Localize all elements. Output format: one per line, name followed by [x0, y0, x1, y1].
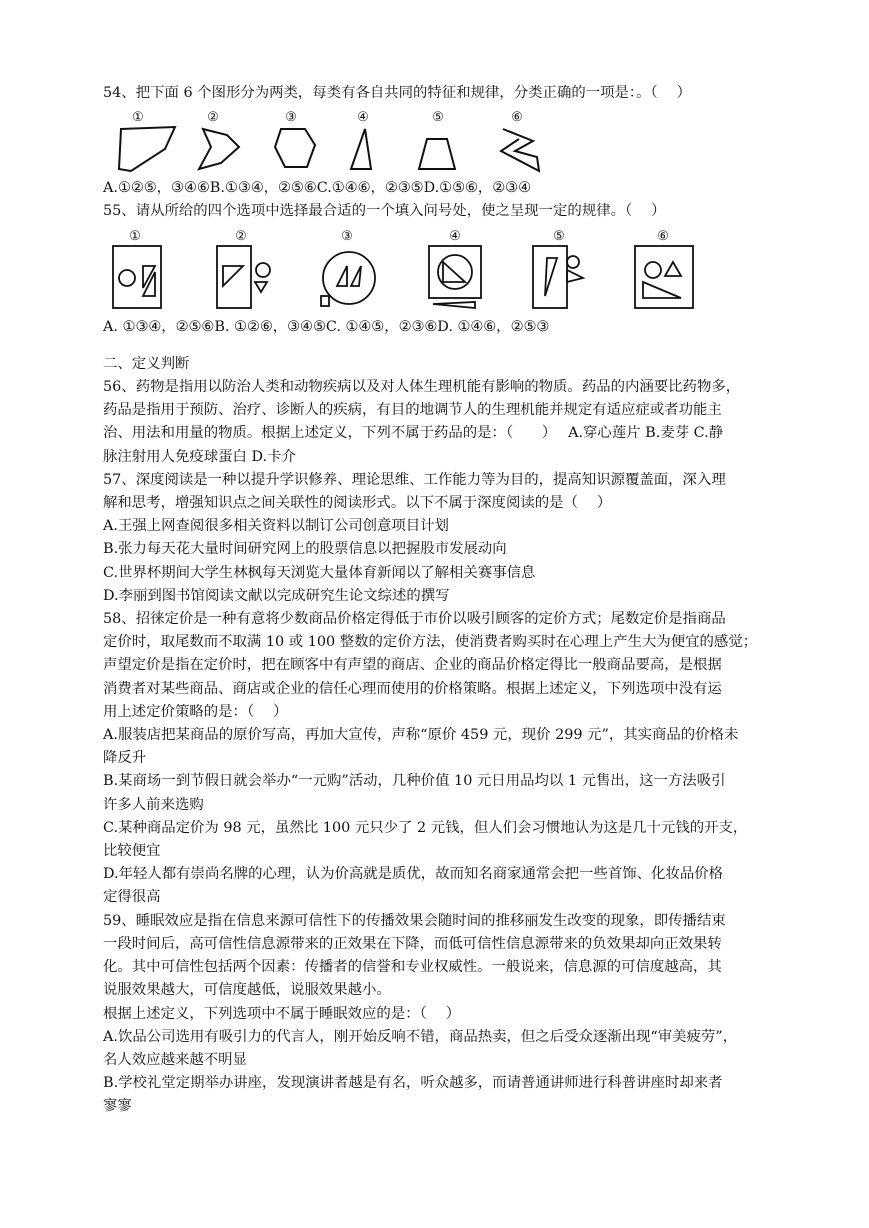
- q58-option-c-cont: 比较便宜: [103, 843, 161, 860]
- q54-label-3: ③: [285, 110, 297, 126]
- q55-label-5: ⑤: [553, 228, 565, 244]
- q55-label-2: ②: [235, 228, 247, 244]
- q58-option-a-cont: 降反升: [103, 750, 147, 767]
- q55-shape-5: [533, 246, 567, 308]
- q54-label-5: ⑤: [432, 110, 444, 126]
- q58-option-a: A.服装店把某商品的原价写高，再加大宣传，声称“原价 459 元，现价 299 元”，其实商品的价格未: [103, 727, 739, 744]
- question-54-options: A.①②⑤，③④⑥B.①③④，②⑤⑥C.①④⑥，②③⑤D.①⑤⑥，②③④: [103, 180, 531, 197]
- section-title: 二、定义判断: [103, 355, 190, 372]
- q57-option-b: B.张力每天花大量时间研究网上的股票信息以把握股市发展动向: [103, 541, 507, 558]
- q58-option-b-cont: 许多人前来选购: [103, 796, 204, 813]
- q54-shape-1: [119, 127, 175, 171]
- q54-shape-4: [351, 129, 371, 169]
- q55-label-4: ④: [449, 228, 461, 244]
- q59-line: 化。其中可信性包括两个因素：传播者的信誉和专业权威性。一般说来，信息源的可信度越高，其: [103, 959, 722, 976]
- q55-shape-1: [113, 246, 161, 308]
- question-55-figure: [103, 226, 769, 312]
- question-55-options: A. ①③④，②⑤⑥B. ①②⑥，③④⑤C. ①④⑤，②③⑥D. ①④⑥，②⑤③: [103, 318, 550, 335]
- q55-label-3: ③: [341, 228, 353, 244]
- exam-page: [103, 82, 769, 1119]
- q59-option-b: B.学校礼堂定期举办讲座，发现演讲者越是有名，听众越多，而请普通讲师进行科普讲座时却来者: [103, 1075, 723, 1092]
- question-54-stem: 54、把下面 6 个图形分为两类，每类有各自共同的特征和规律，分类正确的一项是：。（ ）: [103, 85, 692, 101]
- q55-shape-3: [323, 252, 375, 304]
- q58-option-c: C.某种商品定价为 98 元，虽然比 100 元只少了 2 元钱，但人们会习惯地认为这是几十元钱的开支，: [103, 819, 748, 836]
- q54-label-4: ④: [357, 110, 369, 126]
- q57-option-d: D.李丽到图书馆阅读文献以完成研究生论文综述的撰写: [103, 587, 450, 604]
- q59-line: 说服效果越大，可信度越低，说服效果越小。: [103, 982, 391, 999]
- q58-option-b: B.某商场一到节假日就会举办“一元购”活动，几种价值 10 元日用品均以 1 元售出，这一方法吸引: [103, 773, 726, 790]
- q54-label-1: ①: [132, 110, 144, 126]
- q55-label-1: ①: [129, 228, 141, 244]
- q58-line: 消费者对某些商品、商店或企业的信任心理而使用的价格策略。根据上述定义，下列选项中没有运: [103, 680, 722, 697]
- q56-line: 药品是指用于预防、治疗、诊断人的疾病，有目的地调节人的生理机能并规定有适应症或者功能主: [103, 402, 722, 419]
- q58-option-d: D.年轻人都有崇尚名牌的心理，认为价高就是质优，故而知名商家通常会把一些首饰、化妆品价格: [103, 866, 724, 883]
- q59-line: 59、睡眠效应是指在信息来源可信性下的传播效果会随时间的推移丽发生改变的现象，即传播结束: [103, 912, 726, 929]
- q58-line: 定价时，取尾数而不取满 10 或 100 整数的定价方法，使消费者购买时在心理上产生大为便宜的感觉；: [103, 634, 758, 651]
- q54-label-2: ②: [207, 110, 219, 126]
- q56-line: 治、用法和用量的物质。根据上述定义，下列不属于药品的是：（ ） A.穿心莲片 B.麦芽 C.静: [103, 425, 724, 442]
- q54-shape-5: [419, 139, 455, 169]
- question-54-figure: [103, 107, 769, 173]
- q57-line: 57、深度阅读是一种以提升学识修养、理论思维、工作能力等为目的，提高知识源覆盖面，深入理: [103, 471, 726, 488]
- q59-line: 一段时间后，高可信性信息源带来的正效果在下降，而低可信性信息源带来的负效果却向正效果转: [103, 935, 722, 952]
- q55-label-6: ⑥: [657, 228, 669, 244]
- q58-option-d-cont: 定得很高: [103, 889, 161, 906]
- q55-shapes-figure: [103, 226, 703, 312]
- q58-line: 用上述定价策略的是：（ ）: [103, 703, 288, 720]
- q57-option-a: A.王强上网查阅很多相关资料以制订公司创意项目计划: [103, 518, 449, 535]
- q56-line: 脉注射用人免疫球蛋白 D.卡介: [103, 448, 296, 465]
- q59-option-a: A.饮品公司选用有吸引力的代言人，刚开始反响不错，商品热卖，但之后受众逐渐出现“审美疲劳”，: [103, 1028, 738, 1045]
- q57-option-c: C.世界杯期间大学生林枫每天浏览大量体育新闻以了解相关赛事信息: [103, 564, 536, 581]
- q59-option-b-cont: 寥寥: [103, 1098, 132, 1115]
- q59-option-a-cont: 名人效应越来越不明显: [103, 1051, 247, 1068]
- q58-line: 58、招徕定价是一种有意将少数商品价格定得低于市价以吸引顾客的定价方式；尾数定价是指商品: [103, 611, 726, 628]
- q56-line: 56、药物是指用以防治人类和动物疾病以及对人体生理机能有影响的物质。药品的内涵要比药物多，: [103, 379, 741, 396]
- q54-label-6: ⑥: [511, 110, 523, 126]
- q58-line: 声望定价是指在定价时，把在顾客中有声望的商店、企业的商品价格定得比一般商品要高，是根据: [103, 657, 722, 674]
- q54-shape-3: [275, 129, 315, 167]
- q54-shape-6: [501, 129, 539, 171]
- q54-shape-2: [199, 129, 239, 169]
- q57-line: 解和思考，增强知识点之间关联性的阅读形式。以下不属于深度阅读的是（ ）: [103, 495, 612, 512]
- question-56: [103, 376, 769, 469]
- q59-line: 根据上述定义，下列选项中不属于睡眠效应的是：（ ）: [103, 1005, 461, 1022]
- question-58: [103, 608, 769, 910]
- q54-shapes-figure: [103, 107, 553, 173]
- question-59: [103, 910, 769, 1119]
- question-57: [103, 469, 769, 608]
- question-55-stem: 55、请从所给的四个选项中选择最合适的一个填入问号处，使之呈现一定的规律。（ ）: [103, 203, 666, 220]
